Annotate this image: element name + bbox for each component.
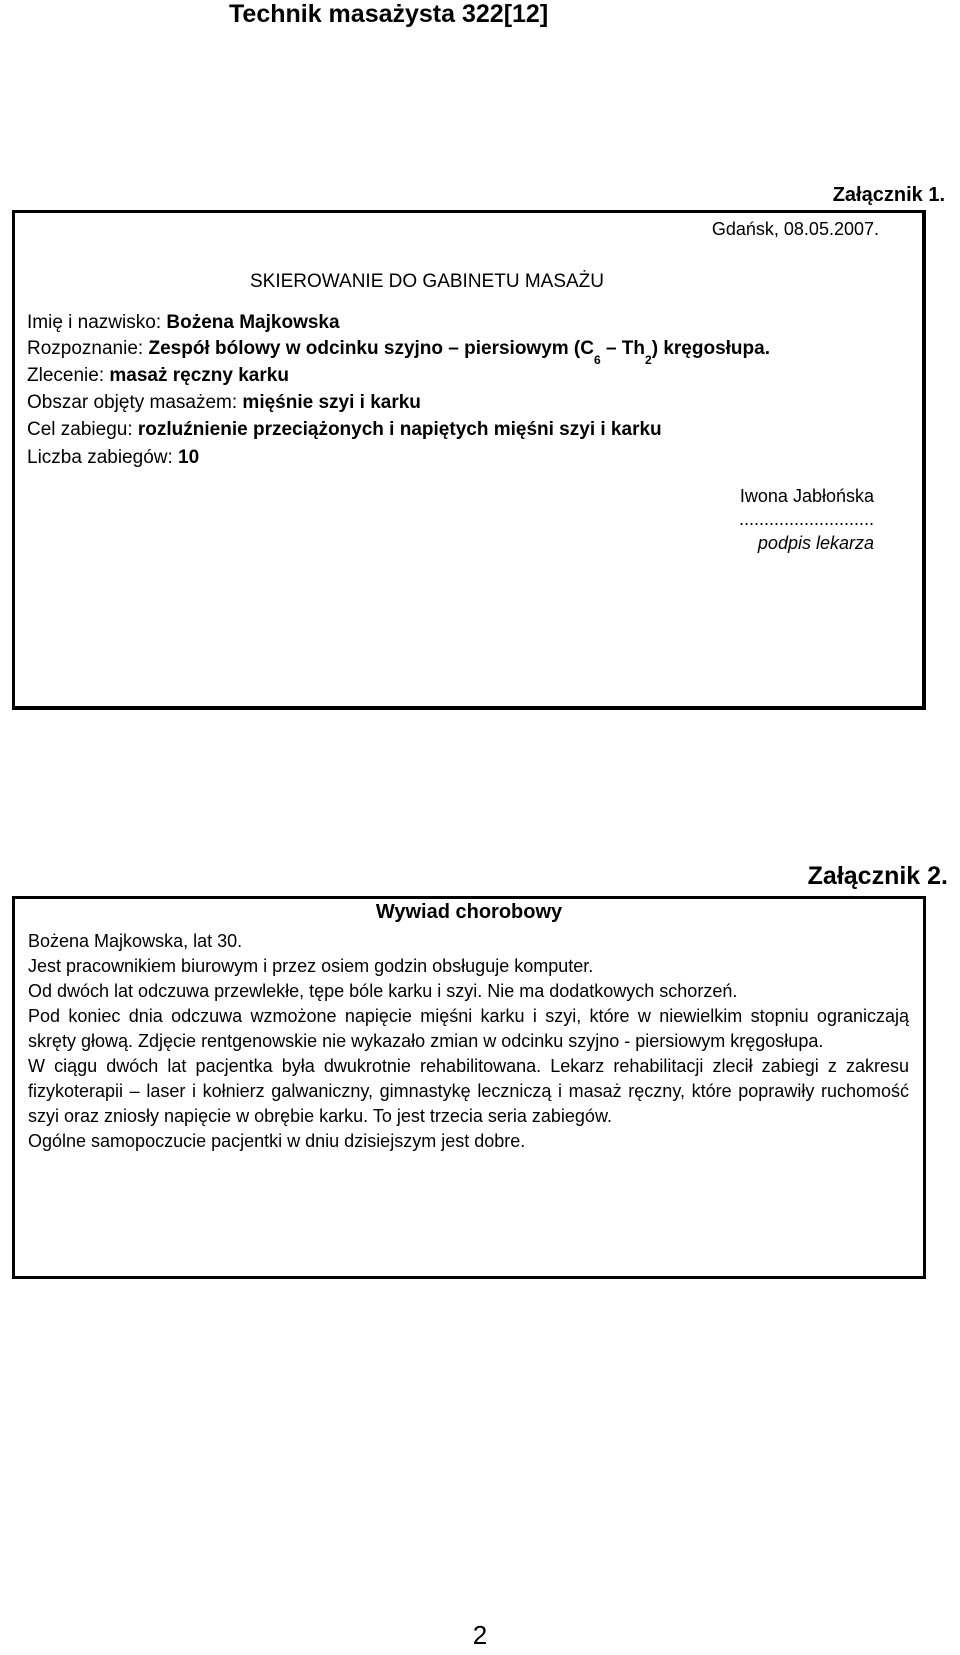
treatment-count-line — [27, 447, 199, 469]
diagnosis-subscript-th: 2 — [645, 353, 652, 367]
medical-interview-heading: Wywiad chorobowy — [375, 901, 563, 923]
interview-paragraph: W ciągu dwóch lat pacjentka była dwukrotnie rehabilitowana. Lekarz rehabilitacji zlecił zabiegi z zakresu fizykoterapii – laser i kołnierz galwaniczny, gimnastykę leczniczą i masaż ręczny, które poprawiły ruchomość szyi oraz zniosły napięcie w obrębie karku. To jest trzecia seria zabiegów. — [28, 1056, 909, 1126]
signature-caption: podpis lekarza — [757, 533, 874, 553]
signature-line: ........................... — [738, 509, 874, 529]
referral-box — [12, 210, 926, 710]
treatment-count-label: Liczba zabiegów: — [27, 447, 179, 468]
treatment-count-value: 10 — [178, 447, 200, 468]
patient-name-line — [27, 312, 340, 334]
medical-interview-text — [28, 929, 909, 1154]
interview-paragraph: Bożena Majkowska, lat 30. — [28, 931, 243, 951]
patient-name-value: Bożena Majkowska — [166, 312, 340, 333]
order-line — [27, 365, 289, 387]
massage-area-label: Obszar objęty masażem: — [27, 392, 243, 413]
page-number: 2 — [472, 1620, 488, 1650]
massage-area-value: mięśnie szyi i karku — [242, 392, 421, 413]
treatment-goal-line — [27, 419, 662, 441]
referral-heading: SKIEROWANIE DO GABINETU MASAŻU — [250, 271, 605, 292]
interview-paragraph: Jest pracownikiem biurowym i przez osiem godzin obsługuje komputer. — [28, 956, 594, 976]
diagnosis-value: Zespół bólowy w odcinku szyjno – piersiowym $(C_6 - Th_2)$ kręgosłupa. — [148, 338, 770, 367]
document-title: Technik masażysta 322[12] — [229, 0, 549, 28]
attachment-2-label: Załącznik 2. — [807, 862, 948, 890]
treatment-goal-label: Cel zabiegu: — [27, 419, 138, 440]
interview-paragraph: Pod koniec dnia odczuwa wzmożone napięcie mięśni karku i szyi, które w niewielkim stopniu ograniczają skręty głową. Zdjęcie rentgenowskie nie wykazało zmian w odcinku szyjno - piersiowym kręgosłupa. — [28, 1006, 909, 1051]
medical-interview-box — [12, 896, 926, 1279]
diagnosis-line — [27, 338, 770, 367]
patient-name-label: Imię i nazwisko: — [27, 312, 167, 333]
massage-area-line — [27, 392, 421, 414]
order-value: masaż ręczny karku — [109, 365, 289, 386]
referral-date: Gdańsk, 08.05.2007. — [711, 219, 879, 239]
interview-paragraph: Od dwóch lat odczuwa przewlekłe, tępe bóle karku i szyi. Nie ma dodatkowych schorzeń. — [28, 981, 738, 1001]
attachment-1-label: Załącznik 1. — [832, 184, 945, 206]
treatment-goal-value: rozluźnienie przeciążonych i napiętych mięśni szyi i karku — [137, 419, 662, 440]
doctor-name: Iwona Jabłońska — [739, 486, 874, 506]
interview-paragraph: Ogólne samopoczucie pacjentki w dniu dzisiejszym jest dobre. — [28, 1131, 526, 1151]
order-label: Zlecenie: — [27, 365, 110, 386]
diagnosis-subscript-c: 6 — [594, 353, 601, 367]
diagnosis-label: Rozpoznanie: — [27, 338, 149, 359]
